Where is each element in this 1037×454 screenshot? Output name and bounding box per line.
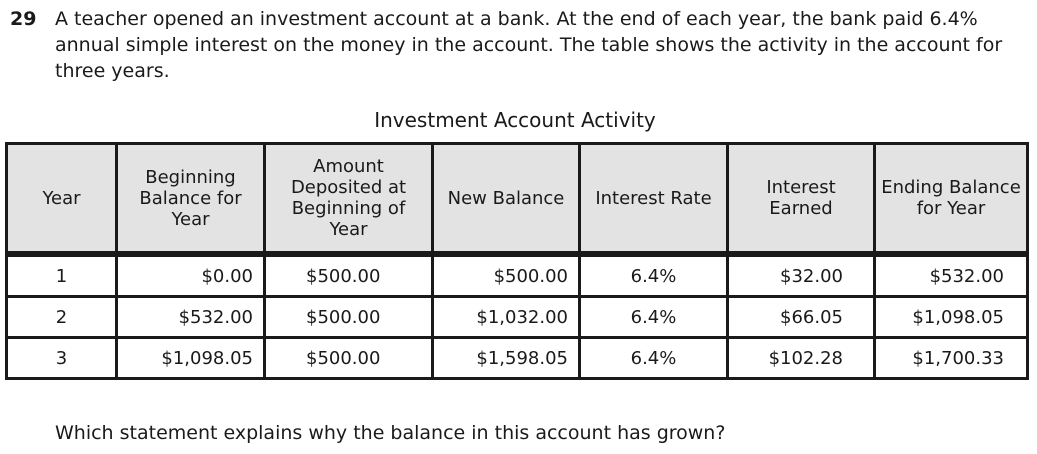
header-amount-deposited: Amount Deposited at Beginning of Year — [265, 144, 433, 255]
cell-ending-balance: $1,098.05 — [875, 297, 1028, 338]
cell-interest-earned: $32.00 — [728, 254, 875, 297]
cell-interest-rate: 6.4% — [580, 297, 728, 338]
table-header-row — [7, 144, 1028, 255]
cell-amount-deposited: $500.00 — [265, 254, 433, 297]
question-text: A teacher opened an investment account at a bank. At the end of each year, the bank paid 6.4% annual simple interest on the money in the account. The table shows the activity in the account for three years. — [55, 8, 1003, 82]
cell-amount-deposited: $500.00 — [265, 297, 433, 338]
table-row — [7, 297, 1028, 338]
cell-beginning-balance: $532.00 — [117, 297, 265, 338]
cell-interest-earned: $66.05 — [728, 297, 875, 338]
cell-interest-earned: $102.28 — [728, 338, 875, 379]
cell-ending-balance: $532.00 — [875, 254, 1028, 297]
cell-beginning-balance: $1,098.05 — [117, 338, 265, 379]
cell-interest-rate: 6.4% — [580, 338, 728, 379]
cell-ending-balance: $1,700.33 — [875, 338, 1028, 379]
table-row — [7, 254, 1028, 297]
table-title: Investment Account Activity — [374, 108, 656, 132]
cell-new-balance: $1,032.00 — [433, 297, 580, 338]
question-number: 29 — [10, 8, 37, 30]
table-row — [7, 338, 1028, 379]
cell-beginning-balance: $0.00 — [117, 254, 265, 297]
cell-year: 2 — [7, 297, 117, 338]
header-new-balance: New Balance — [433, 144, 580, 255]
investment-account-table — [5, 142, 1029, 380]
cell-new-balance: $500.00 — [433, 254, 580, 297]
header-year: Year — [7, 144, 117, 255]
question-prompt: Which statement explains why the balance in this account has grown? — [55, 422, 726, 444]
cell-year: 1 — [7, 254, 117, 297]
cell-year: 3 — [7, 338, 117, 379]
cell-amount-deposited: $500.00 — [265, 338, 433, 379]
cell-interest-rate: 6.4% — [580, 254, 728, 297]
header-interest-rate: Interest Rate — [580, 144, 728, 255]
header-interest-earned: Interest Earned — [728, 144, 875, 255]
header-beginning-balance: Beginning Balance for Year — [117, 144, 265, 255]
cell-new-balance: $1,598.05 — [433, 338, 580, 379]
header-ending-balance: Ending Balance for Year — [875, 144, 1028, 255]
